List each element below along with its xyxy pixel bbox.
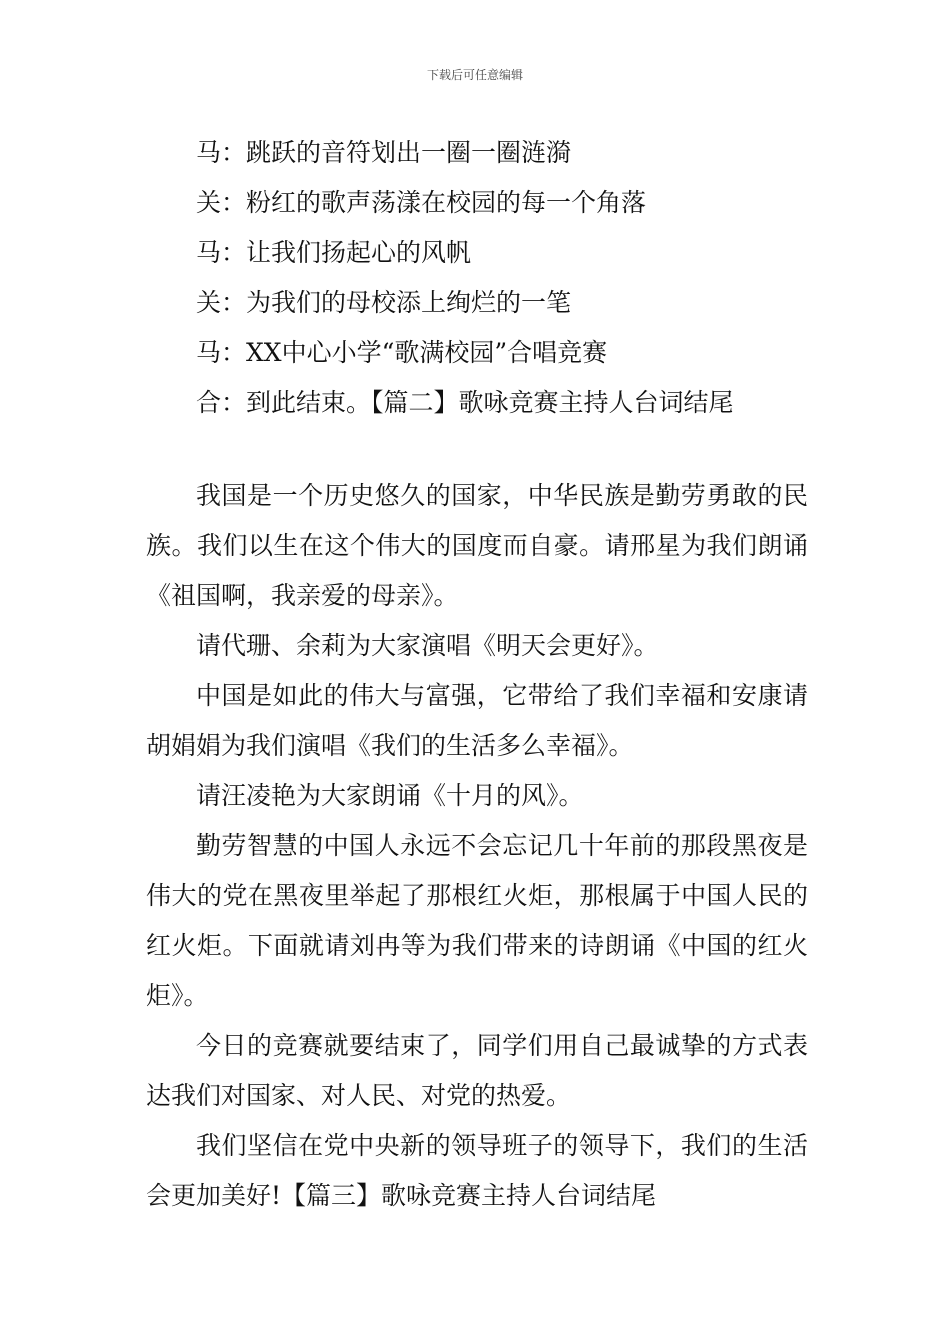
paragraph: 请代珊、余莉为大家演唱《明天会更好》。 bbox=[196, 631, 659, 660]
paragraph: 请汪凌艳为大家朗诵《十月的风》。 bbox=[196, 781, 584, 810]
dialog-line: 关：为我们的母校添上绚烂的一笔 bbox=[196, 288, 572, 317]
paragraph: 中国是如此的伟大与富强，它带给了我们幸福和安康请胡娟娟为我们演唱《我们的生活多么幸福》。 bbox=[146, 681, 808, 760]
dialog-line: 马：跳跃的音符划出一圈一圈涟漪 bbox=[196, 138, 572, 167]
paragraph: 勤劳智慧的中国人永远不会忘记几十年前的那段黑夜是伟大的党在黑夜里举起了那根红火炬，那根属于中国人民的红火炬。下面就请刘冉等为我们带来的诗朗诵《中国的红火炬》。 bbox=[146, 831, 808, 1010]
paragraph: 今日的竞赛就要结束了，同学们用自己最诚挚的方式表达我们对国家、对人民、对党的热爱。 bbox=[146, 1031, 808, 1110]
dialog-section bbox=[196, 128, 896, 428]
dialog-line: 关：粉红的歌声荡漾在校园的每一个角落 bbox=[196, 188, 647, 217]
paragraph: 我们坚信在党中央新的领导班子的领导下，我们的生活会更加美好!【篇三】歌咏竞赛主持人台词结尾 bbox=[146, 1131, 808, 1210]
page-header-note: 下载后可任意编辑 bbox=[426, 68, 523, 82]
body-text bbox=[146, 471, 808, 1221]
dialog-line: 马：让我们扬起心的风帆 bbox=[196, 238, 472, 267]
dialog-line: 合：到此结束。【篇二】歌咏竞赛主持人台词结尾 bbox=[196, 388, 734, 417]
dialog-line: 马：XX中心小学“歌满校园”合唱竞赛 bbox=[196, 338, 608, 367]
paragraph: 我国是一个历史悠久的国家，中华民族是勤劳勇敢的民族。我们以生在这个伟大的国度而自豪。请邢星为我们朗诵《祖国啊，我亲爱的母亲》。 bbox=[146, 481, 808, 610]
